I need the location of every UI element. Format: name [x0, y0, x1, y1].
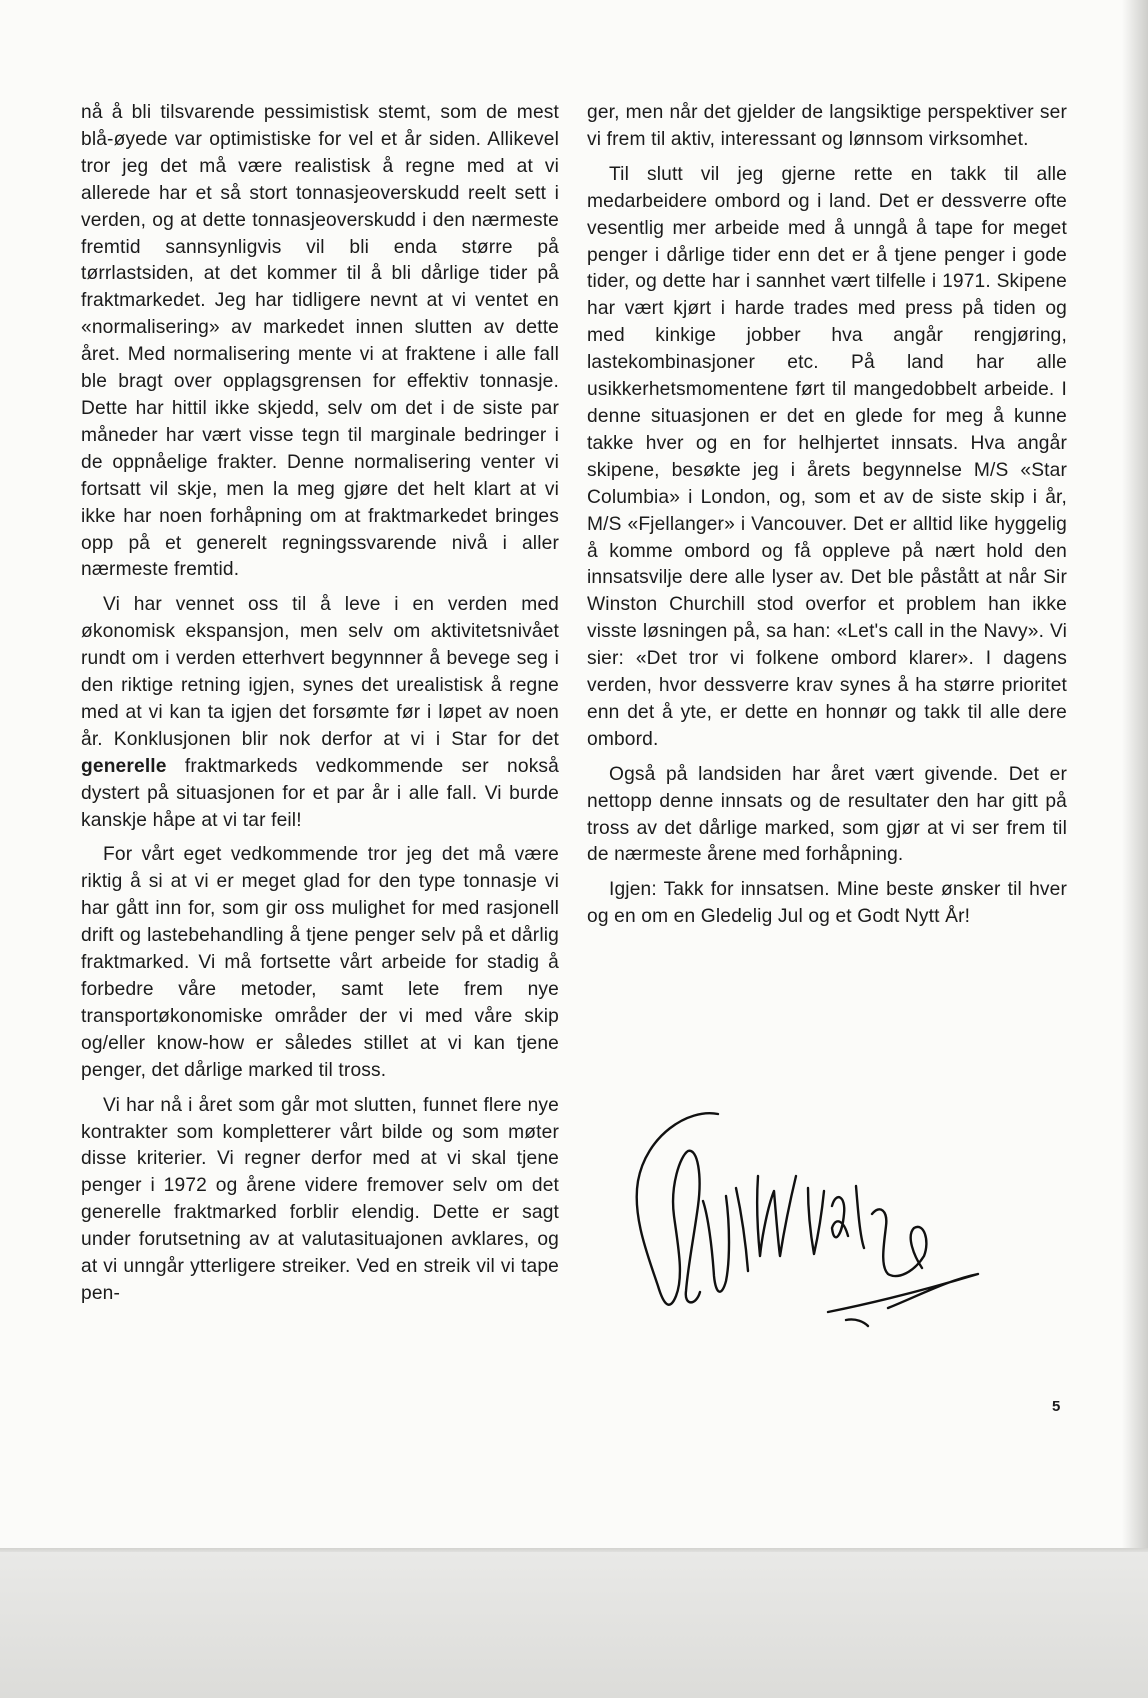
- paragraph-text: fraktmarkeds vedkommende ser nokså dystert på situasjonen for et par år i alle fall. Vi burde kanskje håpe at vi tar feil!: [81, 755, 559, 831]
- paragraph-text: Vi har vennet oss til å leve i en verden med økonomisk ekspansjon, men selv om aktivitetsnivået rundt om i verden etterhvert begynnner å bevege seg i den riktige retning igjen, synes det urealistisk å regne med at vi kan ta igjen det forsømte før i løpet av noen år. Konklusjonen blir nok derfor at vi i Star for det: [81, 594, 559, 750]
- page-number: 5: [1052, 1398, 1061, 1415]
- page-fold-shadow: [1122, 0, 1148, 1698]
- right-column: [587, 100, 1067, 939]
- left-column: [81, 100, 559, 1316]
- paragraph: ger, men når det gjelder de langsiktige perspektiver ser vi frem til aktiv, interessant og lønnsom virksomhet.: [587, 102, 1067, 150]
- paragraph: Til slutt vil jeg gjerne rette en takk til alle medarbeidere ombord og i land. Det er dessverre ofte vesentlig mer arbeide med å unngå å tape for meget penger i dårlige tider enn det er å tjene penger i gode tider, og dette har i sannhet vært tilfelle i 1971. Skipene har vært kjørt i harde trades med press på tiden og med kinkige jobber hva angår rengjøring, lastekombinasjoner etc. På land har alle usikkerhetsmomentene ført til mangedobbelt arbeide. I denne situasjonen er det en glede for meg å kunne takke hver og en for helhjertet innsats. Hva angår skipene, besøkte jeg i årets begynnelse M/S «Star Columbia» i London, og, som et av de siste skip i år, M/S «Fjellanger» i Vancouver. Det er alltid like hyggelig å komme ombord og få oppleve på nært hold den innsatsvilje dere alle lyser av. Det ble påstått at når Sir Winston Churchill stod overfor et problem han ikke visste løsningen på, sa han: «Let's call in the Navy». Vi sier: «Det tror vi folkene ombord klarer». I dagens verden, hvor dessverre krav synes å ha større prioritet enn det å yte, er dette en honnør og takk til alle dere ombord.: [587, 163, 1067, 750]
- paragraph: nå å bli tilsvarende pessimistisk stemt, som de mest blå-øyede var optimistiske for vel et år siden. Allikevel tror jeg det må være realistisk å regne med at vi allerede har et så stort tonnasjeoverskudd reelt sett i verden, og at dette tonnasjeoverskudd i den nærmeste fremtid sannsynligvis vil bli enda større på tørrlastsiden, at det kommer til å bli dårlige tider på fraktmarkedet. Jeg har tidligere nevnt at vi ventet en «normalisering» av markedet innen slutten av dette året. Med normalisering mente vi at fraktene i alle fall ble bragt over opplagsgrensen for effektiv tonnasje. Dette har hittil ikke skjedd, selv om det i de siste par måneder har vært visse tegn til marginale bedringer i de oppnåelige frakter. Denne normalisering venter vi fortsatt vil skje, men la meg gjøre det helt klart at vi ikke har noen forhåpning om at fraktmarkedet bringes opp på et generelt regningssvarende nivå i aller nærmeste fremtid.: [81, 102, 559, 581]
- paragraph: For vårt eget vedkommende tror jeg det må være riktig å si at vi er meget glad for den type tonnasje vi har gått inn for, som gir oss mulighet for med rasjonell drift og lastebehandling å tjene penger selv på et dårlig fraktmarked. Vi må fortsette vårt arbeide for stadig å forbedre våre metoder, samt lete frem nye transportøkonomiske områder der vi med våre skip og/eller know-how er således stillet at vi kan tjene penger, det dårlige marked til tross.: [81, 844, 559, 1081]
- paragraph: Igjen: Takk for innsatsen. Mine beste ønsker til hver og en om en Gledelig Jul og et Godt Nytt År!: [587, 879, 1067, 928]
- paragraph: Også på landsiden har året vært givende. Det er nettopp denne innsats og de resultater den har gitt på tross av det dårlige marked, som gjør at vi ser frem til de nærmeste årene med forhåpning.: [587, 763, 1067, 866]
- handwritten-signature: [618, 1096, 1028, 1346]
- paragraph: [81, 592, 559, 834]
- bold-word: generelle: [81, 755, 167, 777]
- background-strip: [0, 1552, 1148, 1698]
- paragraph: Vi har nå i året som går mot slutten, funnet flere nye kontrakter som kompletterer vårt bilde og som møter disse kriterier. Vi regner derfor med at vi skal tjene penger i 1972 og årene videre fremover selv om det generelle fraktmarked forblir elendig. Dette er sagt under forutsetning av at valutasituajonen avklares, og at vi unngår ytterligere streiker. Ved en streik vil vi tape pen-: [81, 1094, 559, 1304]
